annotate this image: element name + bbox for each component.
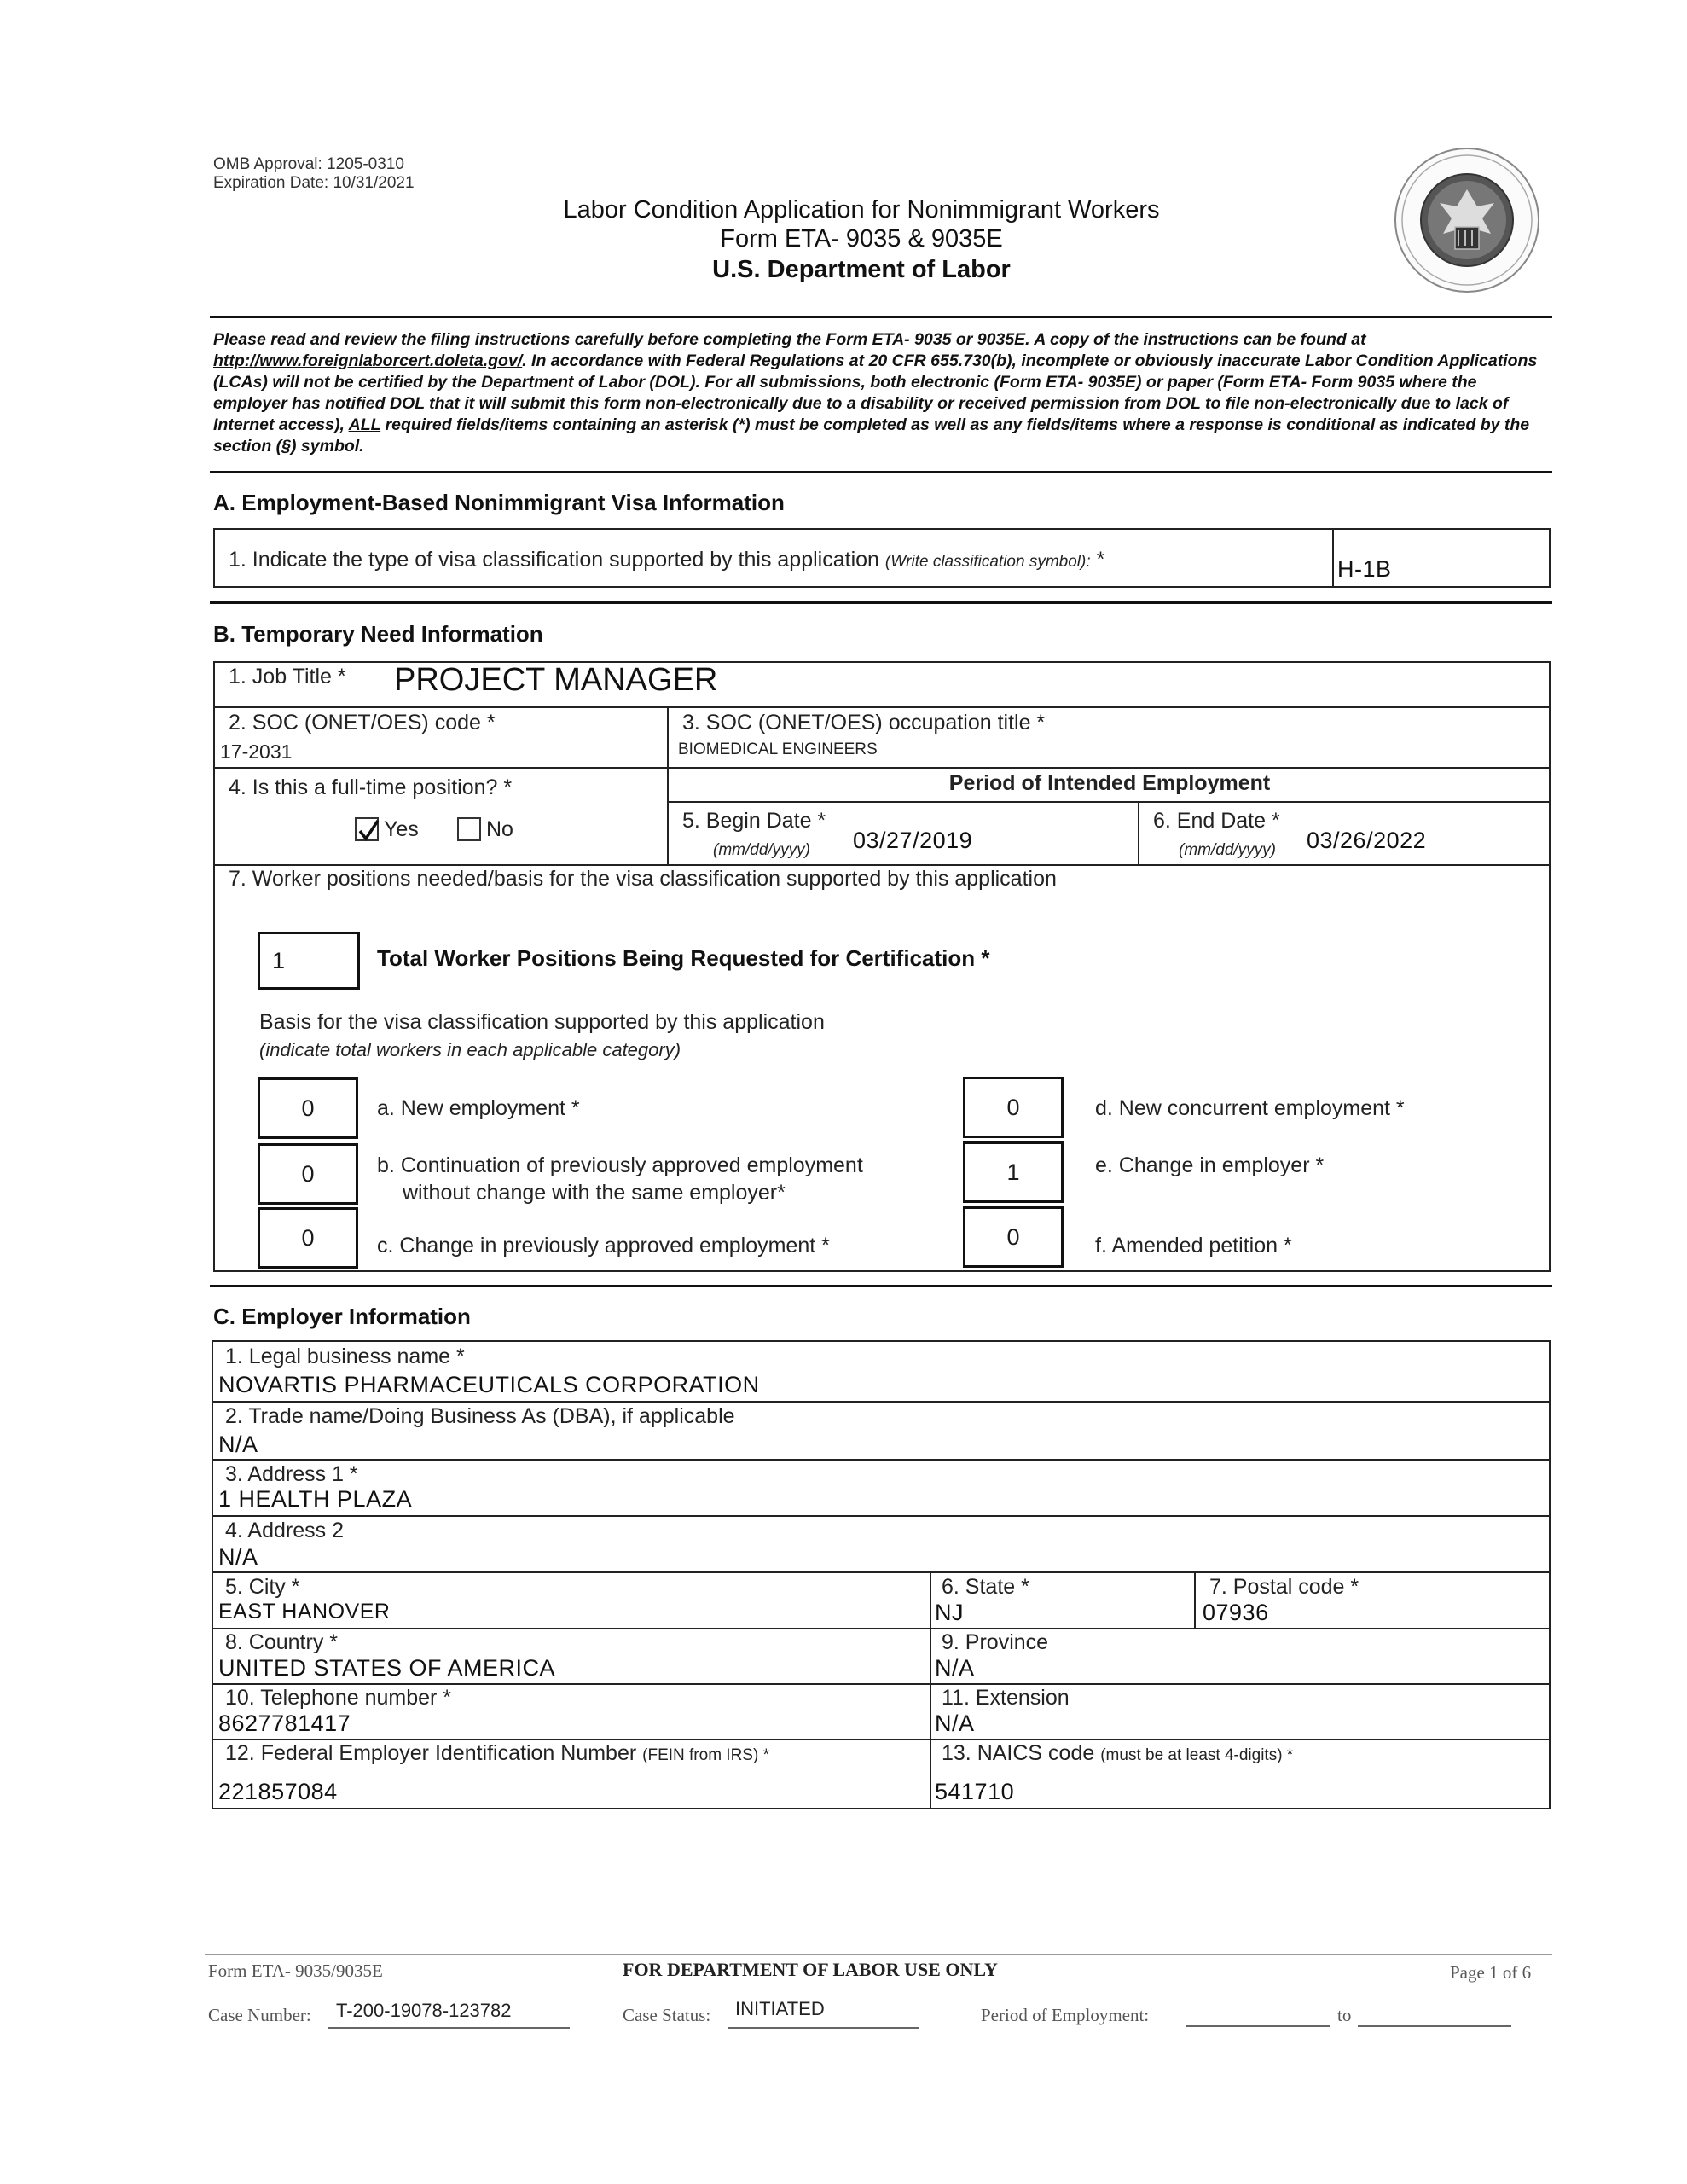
instructions-link[interactable]: http://www.foreignlaborcert.doleta.gov/ <box>213 351 523 370</box>
basis-hint: (indicate total workers in each applicable category) <box>259 1039 681 1060</box>
row-divider <box>212 1739 1551 1740</box>
change-previous-label: c. Change in previously approved employment * <box>377 1234 830 1258</box>
address1-label: 3. Address 1 * <box>225 1462 358 1486</box>
no-checkbox[interactable] <box>457 817 481 841</box>
soc-title-field[interactable]: BIOMEDICAL ENGINEERS <box>678 741 878 758</box>
row-divider <box>212 1401 1551 1403</box>
visa-classification-label <box>229 548 1104 572</box>
soc-code-field[interactable]: 17-2031 <box>220 741 293 763</box>
country-label: 8. Country * <box>225 1630 339 1654</box>
section-c-title: C. Employer Information <box>213 1304 471 1329</box>
case-status-label: Case Status: <box>623 2005 711 2025</box>
case-number-label: Case Number: <box>208 2005 311 2025</box>
fein-label <box>225 1741 769 1766</box>
basis-label: Basis for the visa classification supported by this application <box>259 1010 825 1034</box>
naics-hint: (must be at least 4-digits) * <box>1100 1746 1294 1764</box>
section-a-title: A. Employment-Based Nonimmigrant Visa Information <box>213 490 785 515</box>
address2-label: 4. Address 2 <box>225 1519 344 1542</box>
province-label: 9. Province <box>942 1630 1049 1654</box>
end-date-label: 6. End Date * <box>1153 809 1280 833</box>
visa-divider <box>1332 528 1334 588</box>
section-b-title: B. Temporary Need Information <box>213 621 543 647</box>
yes-label: Yes <box>384 817 419 841</box>
new-concurrent-field[interactable]: 0 <box>963 1077 1064 1138</box>
case-number-value: T-200-19078-123782 <box>336 2000 512 2021</box>
city-label: 5. City * <box>225 1575 300 1599</box>
section-a-rule <box>210 601 1552 604</box>
period-start-underline <box>1186 2025 1330 2027</box>
visa-classification-field[interactable]: H-1B <box>1337 556 1392 582</box>
address2-field[interactable]: N/A <box>218 1544 258 1570</box>
row-divider <box>212 1571 1551 1573</box>
soc-title-label: 3. SOC (ONET/OES) occupation title * <box>682 711 1046 735</box>
total-positions-label: Total Worker Positions Being Requested for Certification * <box>377 945 990 971</box>
dba-label: 2. Trade name/Doing Business As (DBA), if applicable <box>225 1404 735 1428</box>
fein-label-text: 12. Federal Employer Identification Number <box>225 1741 637 1765</box>
period-to-label: to <box>1337 2005 1352 2025</box>
state-field[interactable]: NJ <box>935 1600 964 1625</box>
country-field[interactable]: UNITED STATES OF AMERICA <box>218 1655 556 1681</box>
legal-name-field[interactable]: NOVARTIS PHARMACEUTICALS CORPORATION <box>218 1372 760 1397</box>
begin-date-hint: (mm/dd/yyyy) <box>713 841 810 859</box>
extension-label: 11. Extension <box>942 1686 1070 1710</box>
yes-checkbox[interactable] <box>355 817 379 841</box>
instructions-part3: required fields/items containing an asterisk (*) must be completed as well as any fields/items where a response is conditional as indicated by the section (§) symbol. <box>213 415 1530 456</box>
instructions-part1: Please read and review the filing instructions carefully before completing the Form ETA- 9035 or 9035E. A copy of the instructions can be found at <box>213 330 1366 349</box>
end-date-hint: (mm/dd/yyyy) <box>1179 841 1276 859</box>
visa-classification-question: 1. Indicate the type of visa classification supported by this application <box>229 548 879 572</box>
change-previous-field[interactable]: 0 <box>258 1207 358 1269</box>
row-divider <box>212 1515 1551 1517</box>
visa-classification-hint: (Write classification symbol): <box>884 553 1091 571</box>
row-divider <box>212 1459 1551 1461</box>
telephone-label: 10. Telephone number * <box>225 1686 452 1710</box>
instructions-rule <box>210 471 1552 473</box>
naics-label-text: 13. NAICS code <box>942 1741 1095 1765</box>
filing-instructions <box>213 329 1552 457</box>
case-status-underline <box>728 2027 919 2029</box>
row-divider <box>212 1628 1551 1629</box>
address1-field[interactable]: 1 HEALTH PLAZA <box>218 1486 413 1512</box>
column-divider <box>1194 1571 1196 1628</box>
fulltime-label: 4. Is this a full-time position? * <box>229 775 513 799</box>
naics-label <box>942 1741 1293 1766</box>
new-concurrent-label: d. New concurrent employment * <box>1095 1096 1405 1120</box>
form-title: Labor Condition Application for Nonimmigrant Workers <box>563 196 1160 224</box>
case-number-underline <box>328 2027 570 2029</box>
worker-positions-label: 7. Worker positions needed/basis for the visa classification supported by this application <box>229 867 1057 891</box>
total-positions-field[interactable]: 1 <box>258 932 360 990</box>
row-divider <box>213 767 1551 769</box>
naics-field[interactable]: 541710 <box>935 1779 1015 1804</box>
column-divider <box>1138 801 1139 864</box>
city-field[interactable]: EAST HANOVER <box>218 1600 391 1623</box>
postal-code-field[interactable]: 07936 <box>1203 1600 1269 1625</box>
period-end-underline <box>1358 2025 1511 2027</box>
form-number: Form ETA- 9035 & 9035E <box>720 225 1003 253</box>
instructions-part2: . In accordance with Federal Regulations at 20 CFR 655.730(b), incomplete or obviously inaccurate Labor Condition Applications (LCAs) will not be certified by the Department of Labor (DOL). For all submissions, both electronic (Form ETA- 9035E) or paper (Form ETA- Form 9035 where the employer has notified DOL that it will submit this form non-electronically due to a disability or received permission from DOL to file non-electronically due to lack of Internet access), <box>213 351 1538 434</box>
footer-form-name: Form ETA- 9035/9035E <box>208 1960 383 1981</box>
province-field[interactable]: N/A <box>935 1655 975 1681</box>
dol-seal-icon <box>1392 145 1542 295</box>
period-header: Period of Intended Employment <box>948 771 1271 795</box>
begin-date-label: 5. Begin Date * <box>682 809 826 833</box>
telephone-field[interactable]: 8627781417 <box>218 1711 351 1736</box>
department-name: U.S. Department of Labor <box>712 256 1011 283</box>
continuation-label-2: without change with the same employer* <box>403 1181 786 1205</box>
case-status-value: INITIATED <box>735 1998 825 2019</box>
begin-date-field[interactable]: 03/27/2019 <box>853 828 973 853</box>
new-employment-label: a. New employment * <box>377 1096 580 1120</box>
row-divider <box>213 706 1551 708</box>
checkmark-icon <box>357 819 380 843</box>
dba-field[interactable]: N/A <box>218 1432 258 1457</box>
soc-code-label: 2. SOC (ONET/OES) code * <box>229 711 496 735</box>
fein-hint: (FEIN from IRS) * <box>642 1746 769 1764</box>
legal-name-label: 1. Legal business name * <box>225 1345 465 1368</box>
postal-code-label: 7. Postal code * <box>1209 1575 1359 1599</box>
period-of-employment-label: Period of Employment: <box>981 2005 1150 2025</box>
change-employer-label: e. Change in employer * <box>1095 1153 1325 1177</box>
instructions-all: ALL <box>348 415 381 434</box>
row-divider <box>212 1683 1551 1685</box>
omb-approval-number: OMB Approval: 1205-0310 <box>213 155 404 173</box>
no-label: No <box>486 817 513 841</box>
new-employment-field[interactable]: 0 <box>258 1077 358 1139</box>
expiration-date: Expiration Date: 10/31/2021 <box>213 174 415 192</box>
row-divider <box>213 864 1551 866</box>
visa-classification-star: * <box>1096 548 1105 572</box>
continuation-field[interactable]: 0 <box>258 1143 358 1205</box>
omb-approval <box>213 155 415 193</box>
footer-rule <box>205 1954 1552 1955</box>
job-title-field[interactable]: PROJECT MANAGER <box>394 662 718 698</box>
row-divider <box>669 801 1551 803</box>
extension-field[interactable]: N/A <box>935 1711 975 1736</box>
continuation-label-1: b. Continuation of previously approved employment <box>377 1153 863 1177</box>
end-date-field[interactable]: 03/26/2022 <box>1307 828 1427 853</box>
column-divider <box>930 1571 931 1809</box>
state-label: 6. State * <box>942 1575 1029 1599</box>
footer-page-number: Page 1 of 6 <box>1450 1962 1532 1983</box>
amended-petition-label: f. Amended petition * <box>1095 1234 1292 1258</box>
job-title-label: 1. Job Title * <box>229 665 346 688</box>
section-b-rule <box>210 1285 1552 1287</box>
header-rule <box>210 316 1552 318</box>
footer-dol-use: FOR DEPARTMENT OF LABOR USE ONLY <box>623 1959 998 1980</box>
amended-petition-field[interactable]: 0 <box>963 1206 1064 1268</box>
fein-field[interactable]: 221857084 <box>218 1779 338 1804</box>
change-employer-field[interactable]: 1 <box>963 1141 1064 1203</box>
